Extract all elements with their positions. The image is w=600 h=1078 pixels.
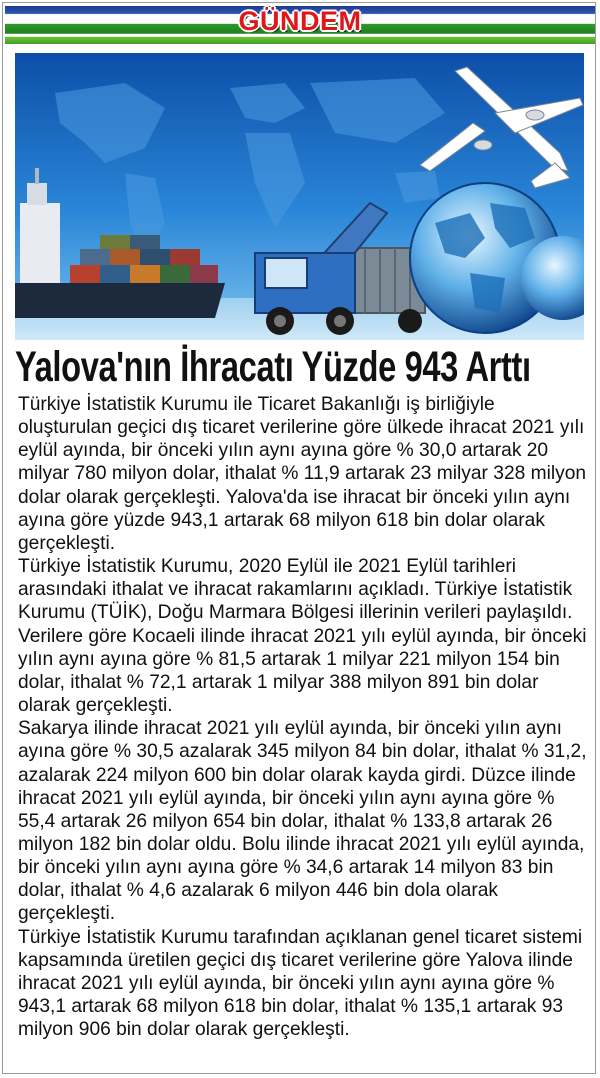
trade-illustration [15, 53, 584, 340]
section-title: GÜNDEM [238, 6, 362, 36]
article-body [18, 393, 593, 1041]
article-paragraph: Türkiye İstatistik Kurumu, 2020 Eylül ile 2021 Eylül tarihleri arasındaki ithalat ve ihracat rakamlarını açıkladı. Türkiye İstatistik Kurumu (TÜİK), Doğu Marmara Bölgesi illerinin verileri paylaşıldı. Verilere göre Kocaeli ilinde ihracat 2021 yılı eylül ayında, bir önceki yılın aynı ayına göre % 81,5 artarak 1 milyar 221 milyon 154 bin dolar, ithalat % 72,1 artarak 1 milyar 388 milyon 891 bin dolar olarak gerçekleşti. [18, 556, 587, 717]
article-paragraph: Sakarya ilinde ihracat 2021 yılı eylül ayında, bir önceki yılın aynı ayına göre % 30,5 azalarak 345 milyon 84 bin dolar, ithalat % 31,2, azalarak 224 milyon 600 bin dolar olarak kayda girdi. Düzce ilinde ihracat 2021 yılı eylül ayında, bir önceki yılın aynı ayına göre % 55,4 artarak 26 milyon 654 bin dolar, ithalat % 133,8 artarak 26 milyon 182 bin dolar oldu. Bolu ilinde ihracat 2021 yılı eylül ayında, bir önceki yılın aynı ayına göre % 34,6 artarak 14 milyon 83 bin dolar, ithalat % 4,6 azalarak 6 milyon 446 bin dola olarak gerçekleşti. [18, 718, 587, 925]
article-photo [15, 53, 584, 340]
article-paragraph: Türkiye İstatistik Kurumu ile Ticaret Bakanlığı iş birliğiyle oluşturulan geçici dış ticaret verilerine göre ülkede ihracat 2021 yılı eylül ayında, bir önceki yılın aynı ayına göre % 30,0 artarak 20 milyar 780 milyon dolar, ithalat % 11,9 artarak 23 milyar 328 milyon dolar olarak gerçekleşti. Yalova'da ise ihracat bir önceki yılın aynı ayına göre yüzde 943,1 artarak 68 milyon 618 bin dolar olarak gerçekleşti. [18, 394, 587, 554]
article-title: Yalova'nın İhracatı Yüzde 943 Arttı [15, 343, 531, 391]
article-paragraph: Türkiye İstatistik Kurumu tarafından açıklanan genel ticaret sistemi kapsamında üretilen geçici dış ticaret verilerine göre Yalova ilinde ihracat 2021 yılı eylül ayında, bir önceki yılın aynı ayına göre % 943,1 artarak 68 milyon 618 bin dolar, ithalat % 135,1 artarak 93 milyon 906 bin dolar olarak gerçekleşti. [18, 926, 583, 1041]
